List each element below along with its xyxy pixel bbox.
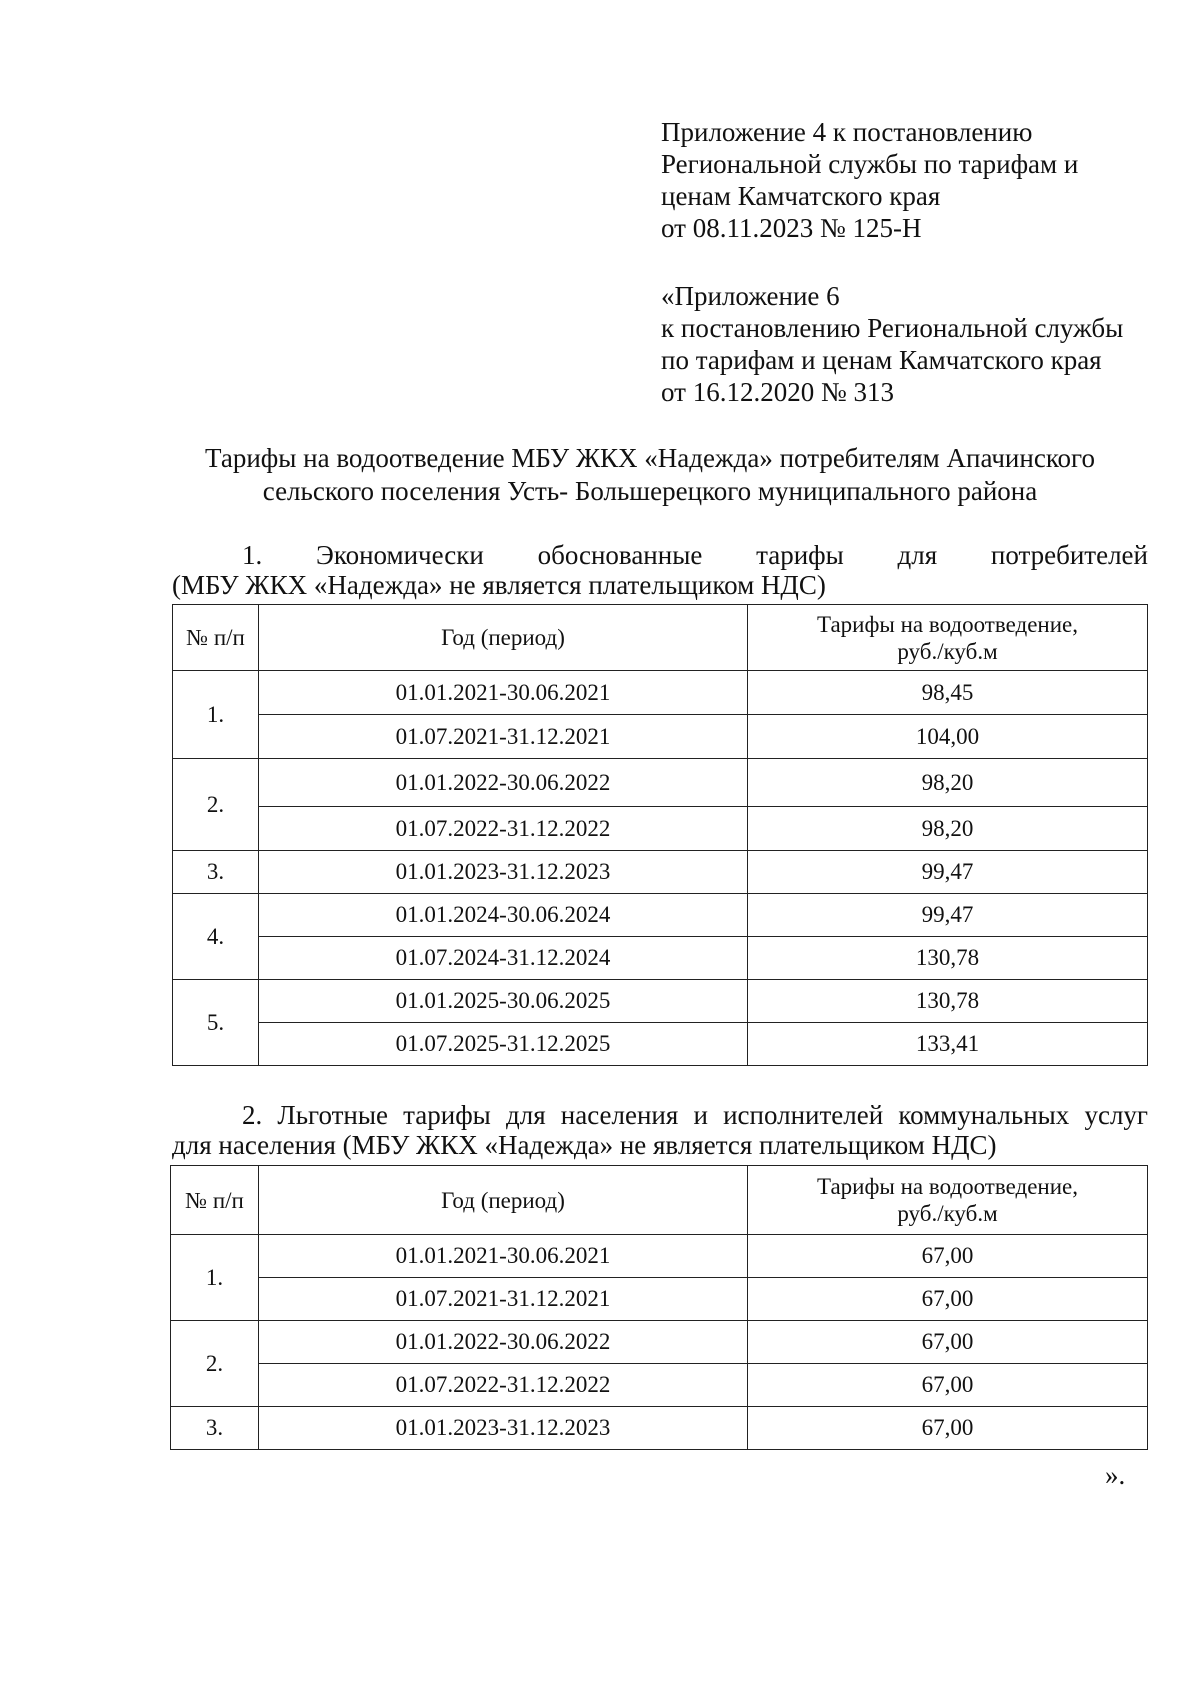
tariff-cell: 98,20 xyxy=(748,807,1148,851)
column-header-tariff-line: руб./куб.м xyxy=(897,638,998,664)
table-row xyxy=(173,807,1148,851)
tariff-cell: 67,00 xyxy=(748,1321,1148,1364)
row-number: 2. xyxy=(173,759,259,851)
period-cell: 01.07.2024-31.12.2024 xyxy=(259,937,748,980)
period-cell: 01.01.2023-31.12.2023 xyxy=(259,1407,748,1450)
annex-quoted xyxy=(661,280,1181,408)
table-row xyxy=(171,1364,1148,1407)
tariff-cell: 67,00 xyxy=(748,1235,1148,1278)
column-header-period: Год (период) xyxy=(259,1166,748,1235)
table-row xyxy=(173,759,1148,807)
tariff-cell: 130,78 xyxy=(748,980,1148,1023)
section-2-heading-line: для населения (МБУ ЖКХ «Надежда» не является плательщиком НДС) xyxy=(172,1130,997,1160)
column-header-tariff xyxy=(748,1166,1148,1235)
annex-header-line: Приложение 4 к постановлению xyxy=(661,117,1033,147)
tariff-cell: 99,47 xyxy=(748,894,1148,937)
table-row xyxy=(173,980,1148,1023)
annex-quoted-line: «Приложение 6 xyxy=(661,281,840,311)
table-row xyxy=(173,894,1148,937)
annex-quoted-line: по тарифам и ценам Камчатского края xyxy=(661,345,1102,375)
tariff-cell: 67,00 xyxy=(748,1278,1148,1321)
period-cell: 01.07.2021-31.12.2021 xyxy=(259,1278,748,1321)
table-row xyxy=(171,1278,1148,1321)
row-number: 1. xyxy=(173,671,259,759)
period-cell: 01.01.2022-30.06.2022 xyxy=(259,759,748,807)
row-number: 3. xyxy=(173,851,259,894)
column-header-tariff-line: Тарифы на водоотведение, xyxy=(817,611,1078,637)
period-cell: 01.07.2025-31.12.2025 xyxy=(259,1023,748,1066)
period-cell: 01.01.2025-30.06.2025 xyxy=(259,980,748,1023)
tariff-cell: 98,45 xyxy=(748,671,1148,715)
column-header-tariff-line: руб./куб.м xyxy=(897,1201,998,1226)
column-header-period: Год (период) xyxy=(259,605,748,671)
tariff-cell: 98,20 xyxy=(748,759,1148,807)
annex-quoted-line: к постановлению Региональной службы xyxy=(661,313,1124,343)
column-header-tariff xyxy=(748,605,1148,671)
document-title xyxy=(150,442,1150,508)
table-row xyxy=(171,1235,1148,1278)
column-header-num: № п/п xyxy=(171,1166,259,1235)
annex-quoted-line: от 16.12.2020 № 313 xyxy=(661,377,894,407)
period-cell: 01.07.2021-31.12.2021 xyxy=(259,715,748,759)
closing-quote-mark: ». xyxy=(1105,1460,1126,1490)
period-cell: 01.07.2022-31.12.2022 xyxy=(259,1364,748,1407)
period-cell: 01.01.2022-30.06.2022 xyxy=(259,1321,748,1364)
table-row xyxy=(173,671,1148,715)
period-cell: 01.01.2021-30.06.2021 xyxy=(259,671,748,715)
section-2-heading xyxy=(172,1100,1148,1160)
tariff-cell: 67,00 xyxy=(748,1364,1148,1407)
section-1-heading xyxy=(172,540,1148,600)
tariff-cell: 67,00 xyxy=(748,1407,1148,1450)
tariff-cell: 99,47 xyxy=(748,851,1148,894)
table-row xyxy=(171,1407,1148,1450)
row-number: 5. xyxy=(173,980,259,1066)
document-title-line: сельского поселения Усть- Большерецкого муниципального района xyxy=(262,476,1038,506)
table-row xyxy=(173,851,1148,894)
section-2-heading-line: 2. Льготные тарифы для населения и исполнителей коммунальных услуг xyxy=(242,1100,1148,1130)
row-number: 1. xyxy=(171,1235,259,1321)
document-title-line: Тарифы на водоотведение МБУ ЖКХ «Надежда» потребителям Апачинского xyxy=(205,443,1095,473)
table-row xyxy=(173,937,1148,980)
tariff-cell: 104,00 xyxy=(748,715,1148,759)
row-number: 3. xyxy=(171,1407,259,1450)
column-header-num: № п/п xyxy=(173,605,259,671)
table-row xyxy=(171,1321,1148,1364)
section-1-heading-line: 1. Экономически обоснованные тарифы для потребителей xyxy=(242,540,1148,570)
annex-header-line: ценам Камчатского края xyxy=(661,181,941,211)
tariff-cell: 133,41 xyxy=(748,1023,1148,1066)
section-1-heading-line: (МБУ ЖКХ «Надежда» не является плательщиком НДС) xyxy=(172,570,826,600)
row-number: 2. xyxy=(171,1321,259,1407)
annex-header-line: Региональной службы по тарифам и xyxy=(661,149,1079,179)
table-header-row xyxy=(173,605,1148,671)
period-cell: 01.01.2023-31.12.2023 xyxy=(259,851,748,894)
period-cell: 01.01.2024-30.06.2024 xyxy=(259,894,748,937)
row-number: 4. xyxy=(173,894,259,980)
section-1-tariff-table xyxy=(172,604,1148,1066)
table-header-row xyxy=(171,1166,1148,1235)
table-row xyxy=(173,715,1148,759)
table-row xyxy=(173,1023,1148,1066)
period-cell: 01.07.2022-31.12.2022 xyxy=(259,807,748,851)
period-cell: 01.01.2021-30.06.2021 xyxy=(259,1235,748,1278)
annex-header xyxy=(661,116,1181,244)
annex-header-line: от 08.11.2023 № 125-Н xyxy=(661,213,922,243)
column-header-tariff-line: Тарифы на водоотведение, xyxy=(817,1174,1078,1199)
tariff-cell: 130,78 xyxy=(748,937,1148,980)
section-2-tariff-table xyxy=(170,1165,1148,1450)
